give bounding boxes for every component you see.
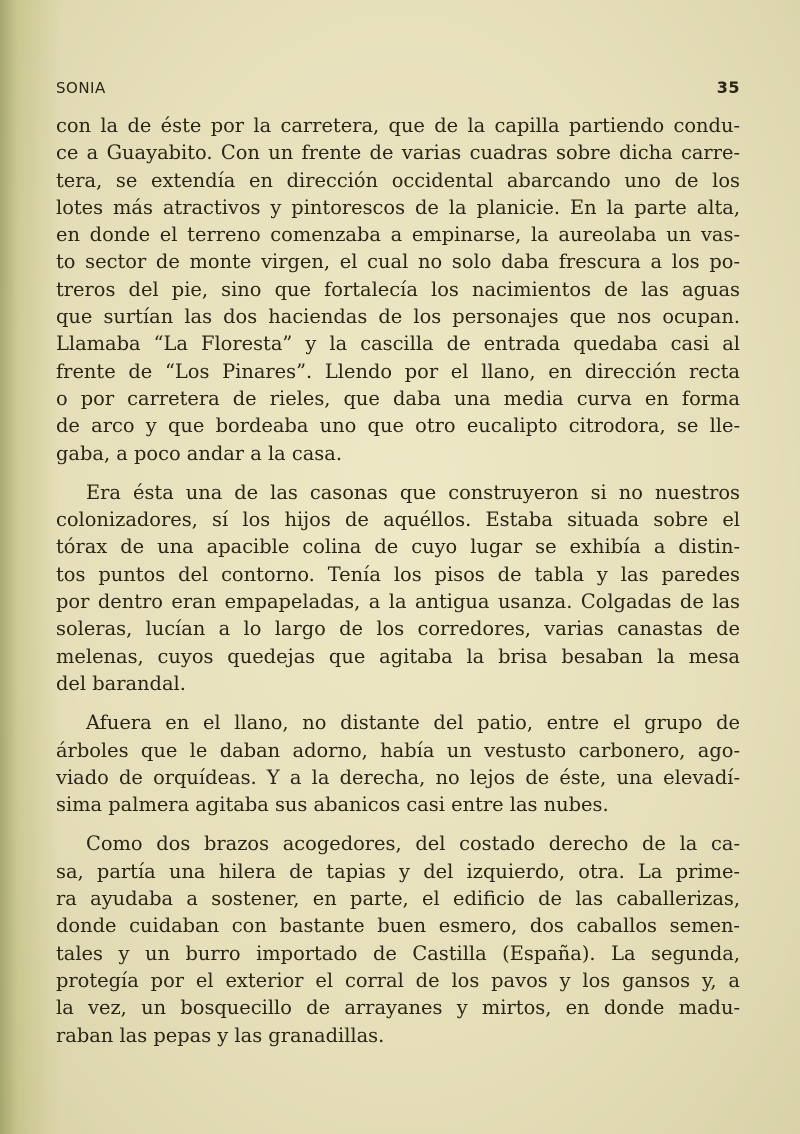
paragraph [56,112,740,467]
text-line: que surtían las dos haciendas de los personajes que nos ocupan. [56,305,740,329]
body-text [56,112,740,1049]
paragraph [56,709,740,818]
text-line: de arco y que bordeaba uno que otro eucalipto citrodora, se lle- [56,414,740,438]
text-line: sa, partía una hilera de tapias y del izquierdo, otra. La prime- [56,859,740,883]
text-line: en donde el terreno comenzaba a empinarse, la aureolaba un vas- [56,223,740,247]
text-line: colonizadores, sí los hijos de aquéllos. Estaba situada sobre el [56,508,740,532]
text-line: sima palmera agitaba sus abanicos casi entre las nubes. [56,793,609,817]
text-line: soleras, lucían a lo largo de los corredores, varias canastas de [56,617,740,641]
text-line: árboles que le daban adorno, había un vestusto carbonero, ago- [56,738,740,762]
text-line: Afuera en el llano, no distante del patio, entre el grupo de [86,711,740,735]
text-line: ra ayudaba a sostener, en parte, el edificio de las caballerizas, [56,887,740,911]
text-line: tales y un burro importado de Castilla (España). La segunda, [56,941,740,965]
text-line: lotes más atractivos y pintorescos de la planicie. En la parte alta, [56,195,740,219]
text-line: treros del pie, sino que fortalecía los nacimientos de las aguas [56,277,740,301]
running-title: SONIA [56,79,106,97]
text-line: Como dos brazos acogedores, del costado derecho de la ca- [86,832,740,856]
text-line: frente de “Los Pinares”. Llendo por el llano, en dirección recta [56,359,740,383]
text-line: la vez, un bosquecillo de arrayanes y mirtos, en donde madu- [56,996,740,1020]
text-line: raban las pepas y las granadillas. [56,1023,385,1047]
page-number: 35 [716,78,740,97]
text-line: o por carretera de rieles, que daba una media curva en forma [56,386,740,410]
text-line: gaba, a poco andar a la casa. [56,441,342,465]
text-line: del barandal. [56,671,186,695]
text-line: ce a Guayabito. Con un frente de varias cuadras sobre dicha carre- [56,141,740,165]
text-line: melenas, cuyos quedejas que agitaba la brisa besaban la mesa [56,644,740,668]
text-line: Era ésta una de las casonas que construyeron si no nuestros [86,480,740,504]
text-line: donde cuidaban con bastante buen esmero, dos caballos semen- [56,914,740,938]
text-line: tórax de una apacible colina de cuyo lugar se exhibía a distin- [56,535,740,559]
text-line: tos puntos del contorno. Tenía los pisos de tabla y las paredes [56,562,740,586]
paragraph [56,479,740,697]
page-header [56,78,740,97]
text-line: to sector de monte virgen, el cual no solo daba frescura a los po- [56,250,740,274]
text-line: con la de éste por la carretera, que de la capilla partiendo condu- [56,114,740,137]
text-line: tera, se extendía en dirección occidental abarcando uno de los [56,168,740,192]
text-line: protegía por el exterior el corral de los pavos y los gansos y, a [56,968,740,992]
text-line: viado de orquídeas. Y a la derecha, no lejos de éste, una elevadí- [56,765,740,789]
text-line: Llamaba “La Floresta” y la cascilla de entrada quedaba casi al [56,332,740,356]
text-line: por dentro eran empapeladas, a la antigua usanza. Colgadas de las [56,590,740,614]
paragraph [56,830,740,1048]
